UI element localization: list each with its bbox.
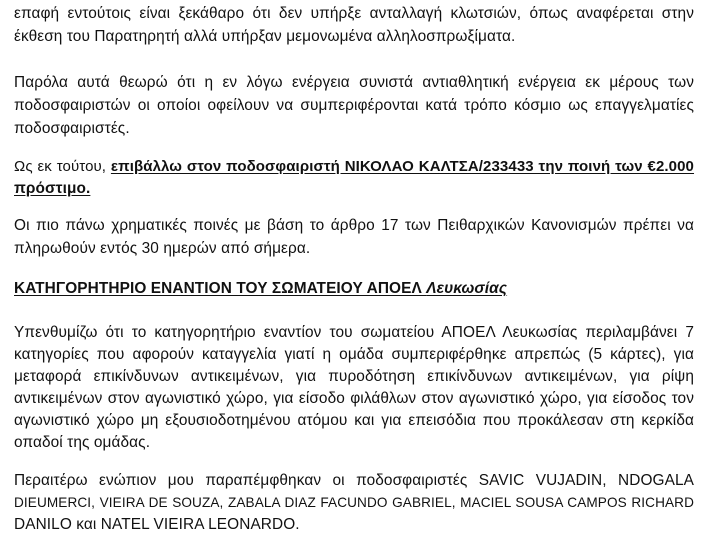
paragraph-5-line-5: αγωνιστικό χώρο μη εξουσιοδοτημένου ατόμου και για επεισόδια που προκάλεσαν στη κερκίδα	[14, 412, 694, 429]
paragraph-2-line-1: Παρόλα αυτά θεωρώ ότι η εν λόγω ενέργεια συνιστά αντιαθλητική ενέργεια εκ μέρους των	[14, 74, 694, 91]
paragraph-1-line-1: επαφή εντούτοις είναι ξεκάθαρο ότι δεν υπήρξε ανταλλαγή κλωτσιών, όπως αναφέρεται στην	[14, 5, 694, 22]
paragraph-4-line-1: Οι πιο πάνω χρηματικές ποινές με βάση το άρθρο 17 των Πειθαρχικών Κανονισμών πρέπει να	[14, 217, 694, 234]
section-heading-text: ΚΑΤΗΓΟΡΗΤΗΡΙΟ ΕΝΑΝΤΙΟΝ ΤΟΥ ΣΩΜΑΤΕΙΟΥ ΑΠΟΕΛ	[14, 280, 427, 297]
paragraph-2-line-3: ποδοσφαιριστές.	[14, 120, 130, 137]
paragraph-5-line-3: μεταφορά επικίνδυνων αντικειμένων, για πυροδότηση επικίνδυνων αντικειμένων, για ρίψη	[14, 368, 694, 385]
paragraph-3-line-1	[14, 158, 694, 176]
penalty-intro: Ως εκ τούτου,	[14, 158, 111, 175]
paragraph-1-line-2: έκθεση του Παρατηρητή αλλά υπήρξαν μεμονωμένα αλληλοσπρωξίματα.	[14, 28, 516, 45]
penalty-statement: επιβάλλω στον ποδοσφαιριστή ΝΙΚΟΛΑΟ ΚΑΛΤΣΑ/233433 την ποινή των €2.000	[110, 158, 695, 175]
paragraph-5-line-1: Υπενθυμίζω ότι το κατηγορητήριο εναντίον του σωματείου ΑΠΟΕΛ Λευκωσίας περιλαμβάνει 7	[14, 324, 694, 341]
paragraph-6-line-3: DANILO και NATEL VIEIRA LEONARDO.	[14, 516, 300, 533]
paragraph-5-line-4: αντικειμένων στον αγωνιστικό χώρο, για είσοδο φιλάθλων στον αγωνιστικό χώρο, για είσοδος τον	[14, 390, 694, 407]
paragraph-3-line-2	[14, 180, 694, 198]
paragraph-6-line-1: Περαιτέρω ενώπιον μου παραπέμφθηκαν οι ποδοσφαιριστές SAVIC VUJADIN, NDOGALA	[14, 472, 694, 489]
paragraph-2-line-2: ποδοσφαιριστών οι οποίοι οφείλουν να συμπεριφέρονται κατά τρόπο κόσμιο ως επαγγελματίες	[14, 97, 694, 114]
penalty-statement-end: πρόστιμο.	[14, 180, 91, 197]
paragraph-5-line-2: κατηγορίες που αφορούν καταγγελία γιατί η ομάδα συμπεριφέρθηκε απρεπώς (5 κάρτες), για	[14, 346, 694, 363]
paragraph-5-line-6: οπαδοί της ομάδας.	[14, 434, 151, 451]
paragraph-6-line-2: DIEUMERCI, VIEIRA DE SOUZA, ZABALA DIAZ FACUNDO GABRIEL, MACIEL SOUSA CAMPOS RICHARD	[14, 495, 694, 510]
section-heading-city: Λευκωσίας	[426, 280, 508, 297]
section-heading	[14, 280, 694, 298]
paragraph-4-line-2: πληρωθούν εντός 30 ημερών από σήμερα.	[14, 240, 311, 257]
